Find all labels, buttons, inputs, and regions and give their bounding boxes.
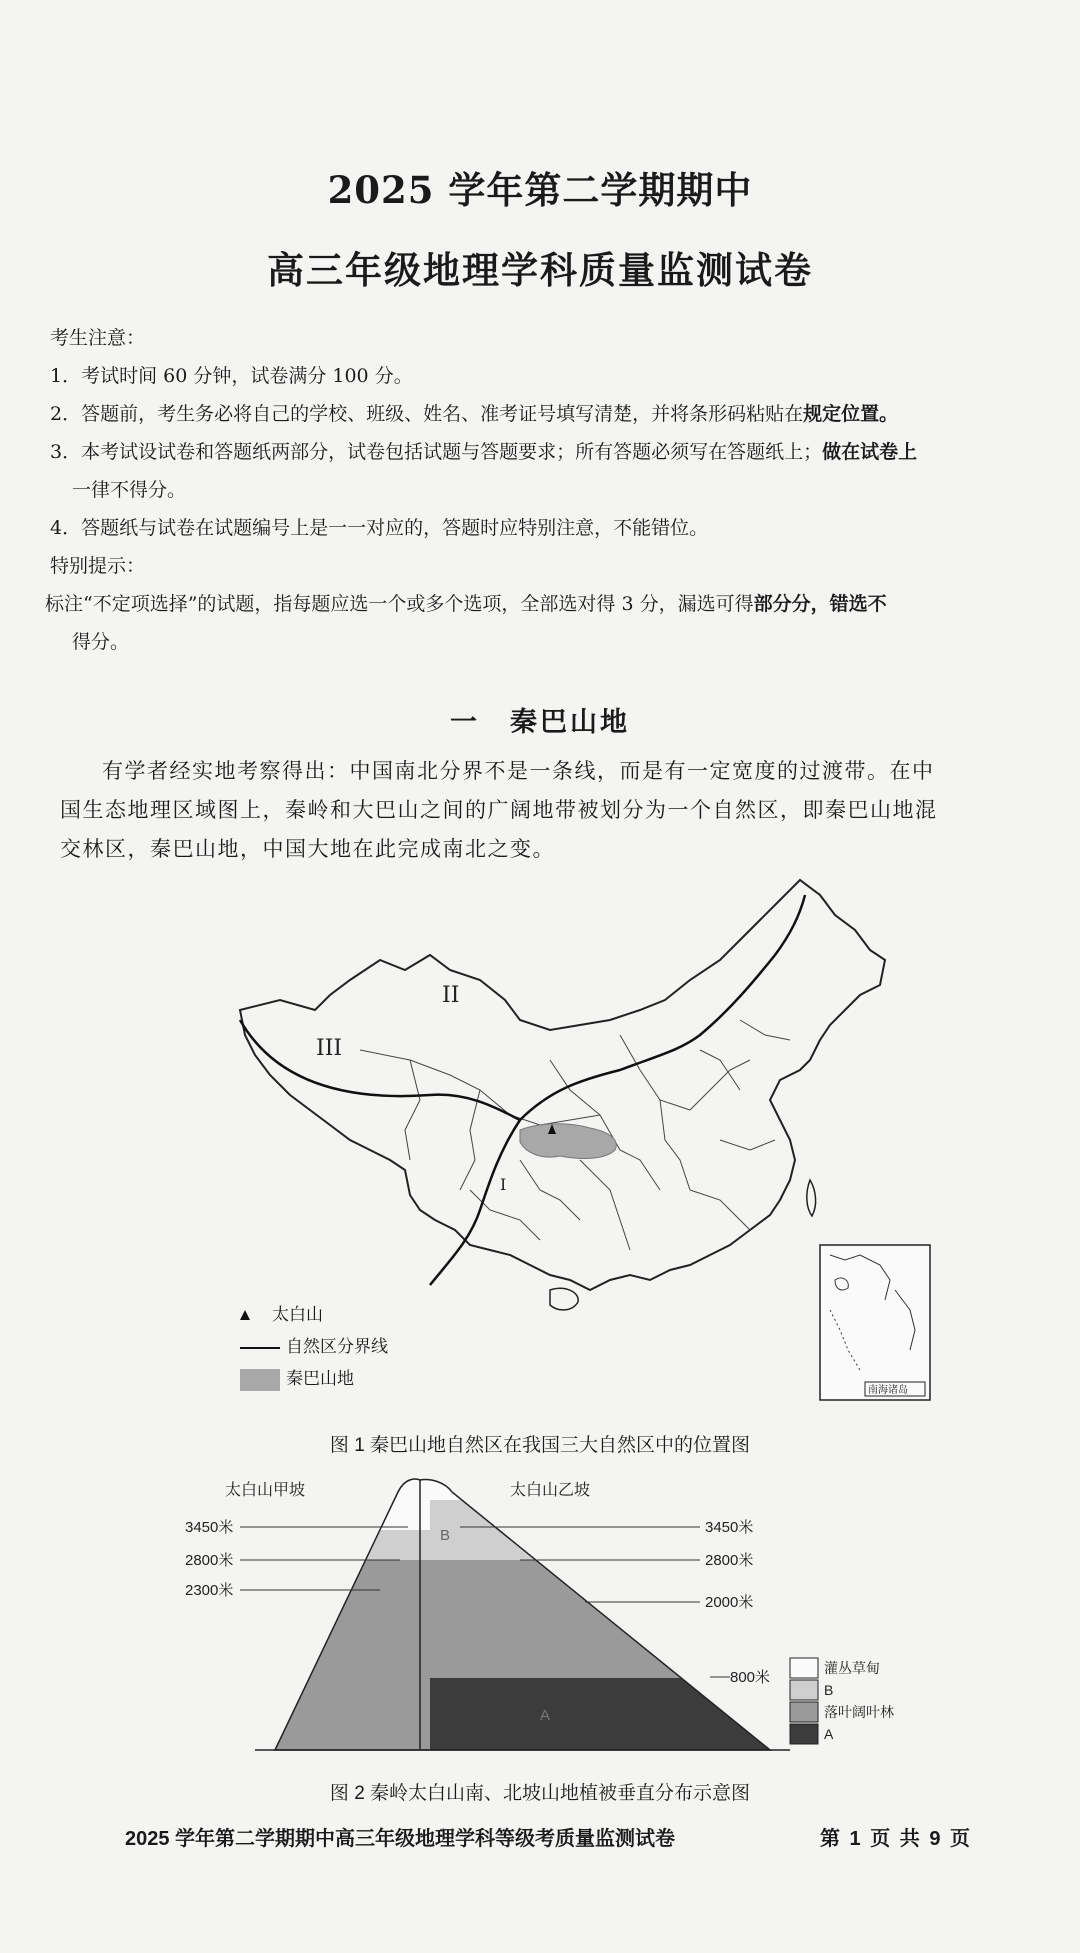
- zone-a-letter: A: [540, 1707, 551, 1724]
- intro-line-2: 国生态地理区域图上，秦岭和大巴山之间的广阔地带被划分为一个自然区，即秦巴山地混: [60, 798, 938, 822]
- line-icon: [240, 1347, 280, 1349]
- legend-qinba: [240, 1364, 354, 1392]
- shaded-box-icon: [240, 1369, 280, 1391]
- notice-item-4: 4．答题纸与试卷在试题编号上是一一对应的，答题时应特别注意，不能错位。: [50, 517, 709, 539]
- footer-exam-name: 2025 学年第二学期期中高三年级地理学科等级考质量监测试卷: [125, 1828, 676, 1850]
- taiwan-island: [807, 1180, 816, 1216]
- region-label-1: I: [500, 1175, 507, 1194]
- right-elev-800: 800米: [730, 1669, 771, 1686]
- natural-region-boundary: [240, 895, 805, 1120]
- vegetation-zone-figure: [90, 1470, 990, 1770]
- special-text-bold-2: 错选不: [829, 593, 887, 615]
- zone-legend: [790, 1658, 894, 1744]
- notice-item-3-cont: 一律不得分。: [72, 479, 187, 501]
- legend-peak: [240, 1300, 323, 1328]
- special-text-cont: 得分。: [72, 631, 130, 653]
- slope-a-title: 太白山甲坡: [225, 1482, 306, 1499]
- notice-item-2-bold: 规定位置。: [803, 403, 899, 425]
- special-heading: 特别提示：: [50, 555, 146, 577]
- notice-item-1: 1．考试时间 60 分钟，试卷满分 100 分。: [50, 365, 413, 387]
- notice-item-3-bold: 做在试卷上: [822, 441, 918, 463]
- special-text-a: 标注“不定项选择”的试题，指每题应选一个或多个选项，全部选对得 3 分，漏选可得: [45, 593, 754, 615]
- natural-region-boundary-south: [430, 1120, 520, 1285]
- left-elev-2800: 2800米: [185, 1552, 234, 1569]
- footer-page-number: 第 1 页 共 9 页: [820, 1828, 973, 1850]
- legend-b-label: B: [824, 1682, 834, 1698]
- south-sea-inset: [820, 1245, 930, 1400]
- notice-block: [45, 320, 1040, 660]
- region-label-3: III: [316, 1036, 343, 1061]
- notice-item-2: [50, 396, 898, 433]
- intro-line-1: 有学者经实地考察得出：中国南北分界不是一条线，而是有一定宽度的过渡带。在中: [102, 759, 935, 783]
- hainan-island: [550, 1288, 578, 1310]
- slope-b-title: 太白山乙坡: [510, 1482, 591, 1499]
- section-title: 一 秦巴山地: [450, 707, 630, 738]
- legend-swatch-b: [790, 1680, 818, 1700]
- notice-item-2-text: 2．答题前，考生务必将自己的学校、班级、姓名、准考证号填写清楚，并将条形码粘贴在: [50, 403, 804, 425]
- intro-paragraph: [60, 752, 1028, 872]
- special-text-bold-1: 部分分，: [753, 593, 830, 615]
- notice-heading: 考生注意：: [50, 327, 146, 349]
- notice-item-3: [50, 434, 917, 471]
- region-label-2: II: [442, 983, 460, 1008]
- legend-boundary: [240, 1332, 388, 1360]
- figure1-caption: 图 1 秦巴山地自然区在我国三大自然区中的位置图: [329, 1435, 751, 1456]
- right-elev-3450: 3450米: [705, 1519, 754, 1536]
- legend-a-label: A: [824, 1726, 834, 1742]
- legend-swatch-meadow: [790, 1658, 818, 1678]
- figure2-caption: 图 2 秦岭太白山南、北坡山地植被垂直分布示意图: [329, 1783, 751, 1804]
- qinba-area: [520, 1124, 616, 1159]
- left-elev-2300: 2300米: [185, 1582, 234, 1599]
- legend-peak-label: 太白山: [272, 1305, 323, 1324]
- notice-item-3-text: 3．本考试设试卷和答题纸两部分，试卷包括试题与答题要求；所有答题必须写在答题纸上；: [50, 441, 823, 463]
- china-map-figure: [220, 860, 940, 1410]
- legend-broadleaf-label: 落叶阔叶林: [824, 1704, 894, 1720]
- legend-qinba-label: 秦巴山地: [286, 1369, 354, 1388]
- exam-title-line1: 2025 学年第二学期期中: [327, 168, 753, 212]
- legend-swatch-a: [790, 1724, 818, 1744]
- inset-label: 南海诸岛: [868, 1385, 908, 1396]
- zone-b-letter: B: [440, 1527, 451, 1544]
- legend-meadow-label: 灌丛草甸: [824, 1660, 880, 1676]
- china-outline: [240, 880, 885, 1290]
- intro-line-3: 交林区，秦巴山地，中国大地在此完成南北之变。: [60, 837, 555, 861]
- legend-boundary-label: 自然区分界线: [286, 1337, 388, 1356]
- right-elev-2800: 2800米: [705, 1552, 754, 1569]
- right-elev-2000: 2000米: [705, 1594, 754, 1611]
- triangle-icon: [240, 1310, 250, 1320]
- exam-title-line2: 高三年级地理学科质量监测试卷: [267, 248, 813, 292]
- mountain-zones: [270, 1470, 790, 1760]
- legend-swatch-broadleaf: [790, 1702, 818, 1722]
- special-text: [45, 586, 887, 623]
- left-elev-3450: 3450米: [185, 1519, 234, 1536]
